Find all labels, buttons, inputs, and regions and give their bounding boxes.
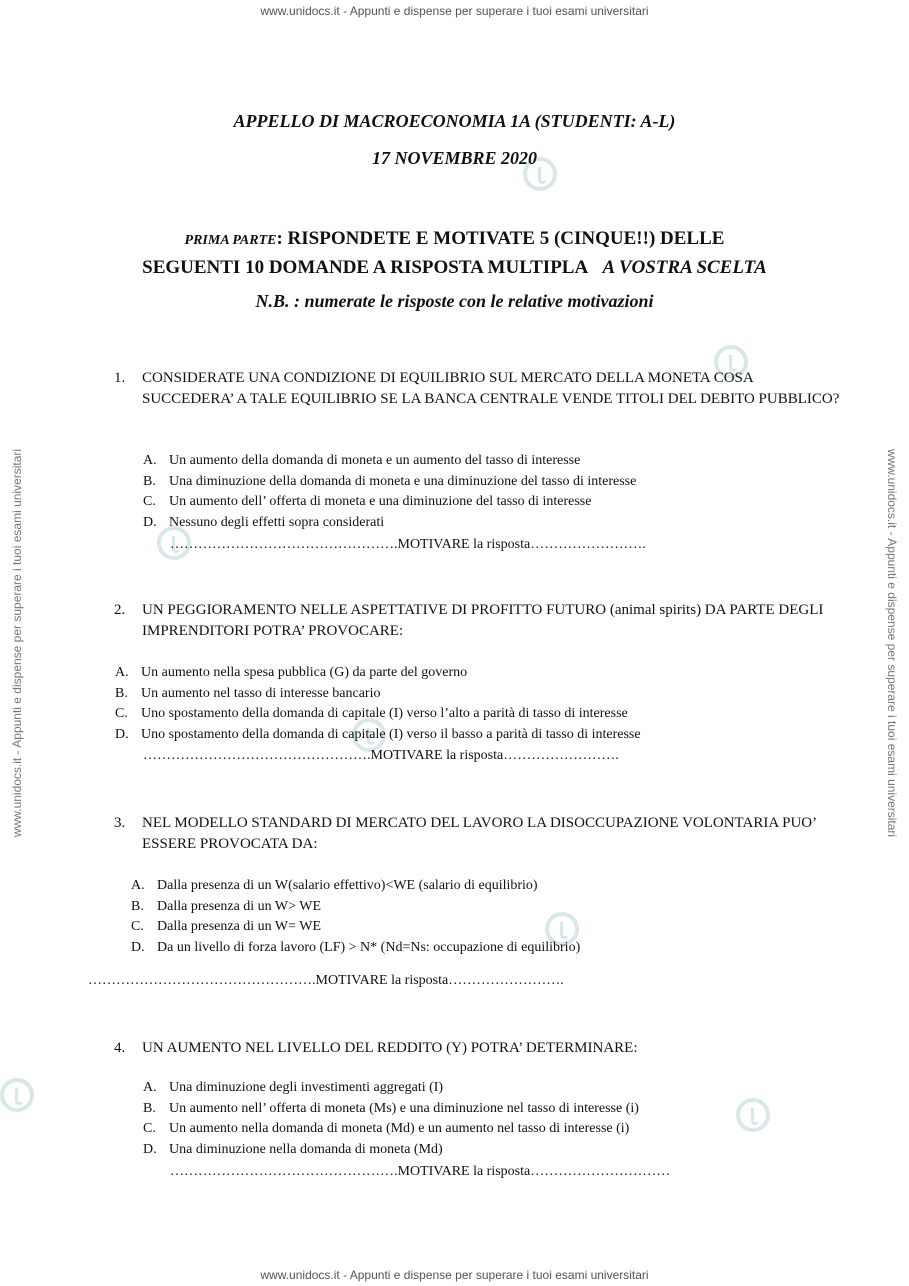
- option-c: C. Un aumento nella domanda di moneta (Md) e un aumento nel tasso di interesse (i): [143, 1121, 630, 1137]
- option-d: D. Da un livello di forza lavoro (LF) > N* (Nd=Ns: occupazione di equilibrio): [131, 940, 581, 956]
- watermark-footer: www.unidocs.it - Appunti e dispense per superare i tuoi esami universitari: [260, 1268, 649, 1282]
- question-2-options: [115, 663, 641, 746]
- unidocs-logo-icon: [736, 1098, 770, 1132]
- instructions-line-1: [0, 225, 909, 254]
- option-d: D. Una diminuzione nella domanda di moneta (Md): [143, 1142, 443, 1158]
- question-text: UN AUMENTO NEL LIVELLO DEL REDDITO (Y) POTRA’ DETERMINARE:: [142, 1040, 638, 1056]
- question-number: 1.: [114, 370, 126, 386]
- watermark-side-right: www.unidocs.it - Appunti e dispense per superare i tuoi esami universitari: [885, 448, 899, 838]
- instructions-text-2: SEGUENTI 10 DOMANDE A RISPOSTA MULTIPLA: [142, 257, 589, 278]
- option-b: B. Una diminuzione della domanda di moneta e una diminuzione del tasso di interesse: [143, 473, 637, 489]
- question-text: CONSIDERATE UNA CONDIZIONE DI EQUILIBRIO SUL MERCATO DELLA MONETA COSA SUCCEDERA’ A TALE EQUILIBRIO SE LA BANCA CENTRALE VENDE TITOLI DEL DEBITO PUBBLICO?: [142, 370, 840, 407]
- question-3-options: [131, 876, 580, 959]
- nota-bene: N.B. : numerate le risposte con le relative motivazioni: [255, 291, 654, 311]
- question-2: [114, 600, 842, 642]
- option-c: C. Un aumento dell’ offerta di moneta e una diminuzione del tasso di interesse: [143, 494, 592, 510]
- question-3: [114, 813, 842, 855]
- exam-title: APPELLO DI MACROECONOMIA 1A (STUDENTI: A-L): [233, 111, 676, 131]
- option-d: D. Nessuno degli effetti sopra considerati: [143, 515, 385, 531]
- instructions: [0, 225, 909, 281]
- motivare-line: ………………………………………….MOTIVARE la risposta…………………….: [88, 973, 564, 988]
- question-1-options: [143, 451, 636, 534]
- exam-date: 17 NOVEMBRE 2020: [371, 148, 538, 168]
- watermark-side-left: www.unidocs.it - Appunti e dispense per superare i tuoi esami universitari: [10, 448, 24, 838]
- question-number: 2.: [114, 602, 126, 618]
- option-a: A. Un aumento nella spesa pubblica (G) da parte del governo: [115, 665, 468, 680]
- option-b: B. Un aumento nel tasso di interesse bancario: [115, 685, 381, 701]
- instructions-text-1: : RISPONDETE E MOTIVATE 5 (CINQUE!!) DELLE: [276, 228, 725, 249]
- question-4-options: [143, 1078, 639, 1161]
- watermark-header: www.unidocs.it - Appunti e dispense per superare i tuoi esami universitari: [260, 4, 649, 18]
- option-c: C. Dalla presenza di un W= WE: [131, 919, 322, 935]
- prima-parte-label: PRIMA PARTE: [184, 233, 277, 248]
- option-b: B. Dalla presenza di un W> WE: [131, 898, 322, 914]
- motivare-line: ………………………………………….MOTIVARE la risposta…………………….: [143, 748, 619, 763]
- option-b: B. Un aumento nell’ offerta di moneta (Ms) e una diminuzione nel tasso di interesse (i): [143, 1100, 639, 1116]
- option-a: A. Dalla presenza di un W(salario effettivo)<WE (salario di equilibrio): [131, 878, 538, 893]
- motivare-line: ………………………………………….MOTIVARE la risposta…………………….: [170, 537, 646, 552]
- option-a: A. Una diminuzione degli investimenti aggregati (I): [143, 1080, 444, 1095]
- question-4: [114, 1038, 842, 1059]
- option-c: C. Uno spostamento della domanda di capitale (I) verso l’alto a parità di tasso di interesse: [115, 706, 628, 722]
- option-d: D. Uno spostamento della domanda di capitale (I) verso il basso a parità di tasso di interesse: [115, 727, 641, 743]
- option-a: A. Un aumento della domanda di moneta e un aumento del tasso di interesse: [143, 453, 581, 468]
- question-text: NEL MODELLO STANDARD DI MERCATO DEL LAVORO LA DISOCCUPAZIONE VOLONTARIA PUO’ ESSERE PROVOCATA DA:: [142, 815, 816, 852]
- unidocs-logo-icon: [0, 1078, 34, 1112]
- question-number: 3.: [114, 815, 126, 831]
- question-text: UN PEGGIORAMENTO NELLE ASPETTATIVE DI PROFITTO FUTURO (animal spirits) DA PARTE DEGLI IMPRENDITORI POTRA’ PROVOCARE:: [142, 602, 824, 639]
- motivare-line: ………………………………………….MOTIVARE la risposta…………………………: [170, 1164, 671, 1179]
- instructions-scelta: A VOSTRA SCELTA: [602, 257, 767, 278]
- question-1: [114, 368, 842, 410]
- instructions-line-2: [0, 254, 909, 281]
- question-number: 4.: [114, 1040, 126, 1056]
